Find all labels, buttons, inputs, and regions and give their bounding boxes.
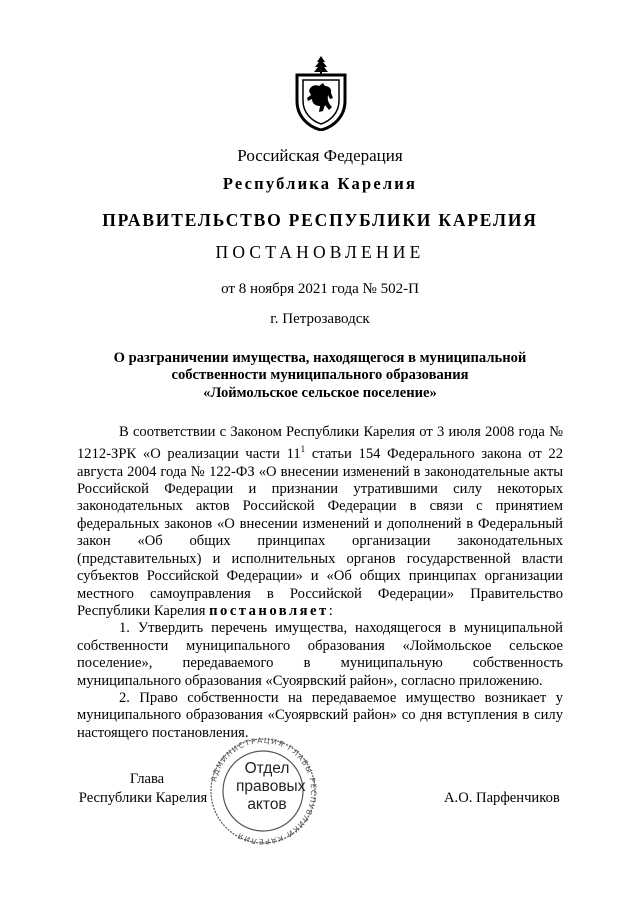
stamp-line: актов: [247, 796, 287, 813]
document-title: [80, 350, 560, 402]
superscript: 1: [300, 444, 306, 455]
preamble-paragraph: [77, 424, 563, 620]
city: г. Петрозаводск: [270, 311, 370, 327]
signatory-title-line: Глава: [129, 771, 165, 787]
clause-1: 1. Утвердить перечень имущества, находящегося в муниципальной собственности муниципального образования «Лоймольское сельское поселение», передаваемого в муниципальную собственность муниципального образования «Суоярвский район», согласно приложению.: [77, 620, 563, 689]
country-name: Российская Федерация: [237, 146, 403, 165]
clause-2: 2. Право собственности на передаваемое имущество возникает у муниципального образования «Суоярвский район» со дня вступления в силу настоящего постановления.: [77, 689, 563, 741]
republic-name: Республика Карелия: [222, 174, 418, 193]
preamble-text-cont: статьи 154 Федерального закона от 22 августа 2004 года № 122-ФЗ «О внесении изменений в законодательные акты Российской Федерации и признании утратившими силу некоторых законодательных актов Российской Федерации в связи с принятием федеральных законов «О внесении изменений и дополнений в Федеральный закон «Об общих принципах организации законодательных (представительных) и исполнительных органов государственной власти субъектов Российской Федерации» и «Об общих принципах организации местного самоуправления в Российской Федерации» Правительство Республики Карелия: [77, 446, 564, 619]
title-line: О разграничении имущества, находящегося в муниципальной: [113, 350, 527, 366]
signatory-title-line: Республики Карелия: [78, 790, 208, 806]
preamble-end: :: [328, 602, 333, 619]
stamp-ring-text: АДМИНИСТРАЦИЯ ГЛАВЫ РЕСПУБЛИКИ КАРЕЛИЯ: [208, 737, 319, 845]
stamp-inner-text: [236, 760, 306, 814]
document-type: ПОСТАНОВЛЕНИЕ: [215, 242, 425, 262]
title-line: собственности муниципального образования: [171, 367, 469, 384]
title-line: «Лоймольское сельское поселение»: [203, 384, 437, 401]
preamble-text: В соответствии с Законом Республики Карелия от 3 июля 2008 года № 1212-ЗРК «О реализации части 11: [77, 424, 563, 463]
signatory-title: [78, 770, 208, 808]
stamp-line: Отдел: [244, 760, 290, 777]
signatory-name: А.О. Парфенчиков: [444, 790, 560, 806]
government-heading: ПРАВИТЕЛЬСТВО РЕСПУБЛИКИ КАРЕЛИЯ: [102, 210, 538, 230]
document-body: [77, 424, 563, 742]
resolves-word: постановляет: [209, 602, 329, 619]
stamp-line: правовых: [236, 778, 306, 795]
date-and-number: от 8 ноября 2021 года № 502-П: [221, 281, 419, 297]
karelia-coat-of-arms-icon: [294, 55, 348, 131]
